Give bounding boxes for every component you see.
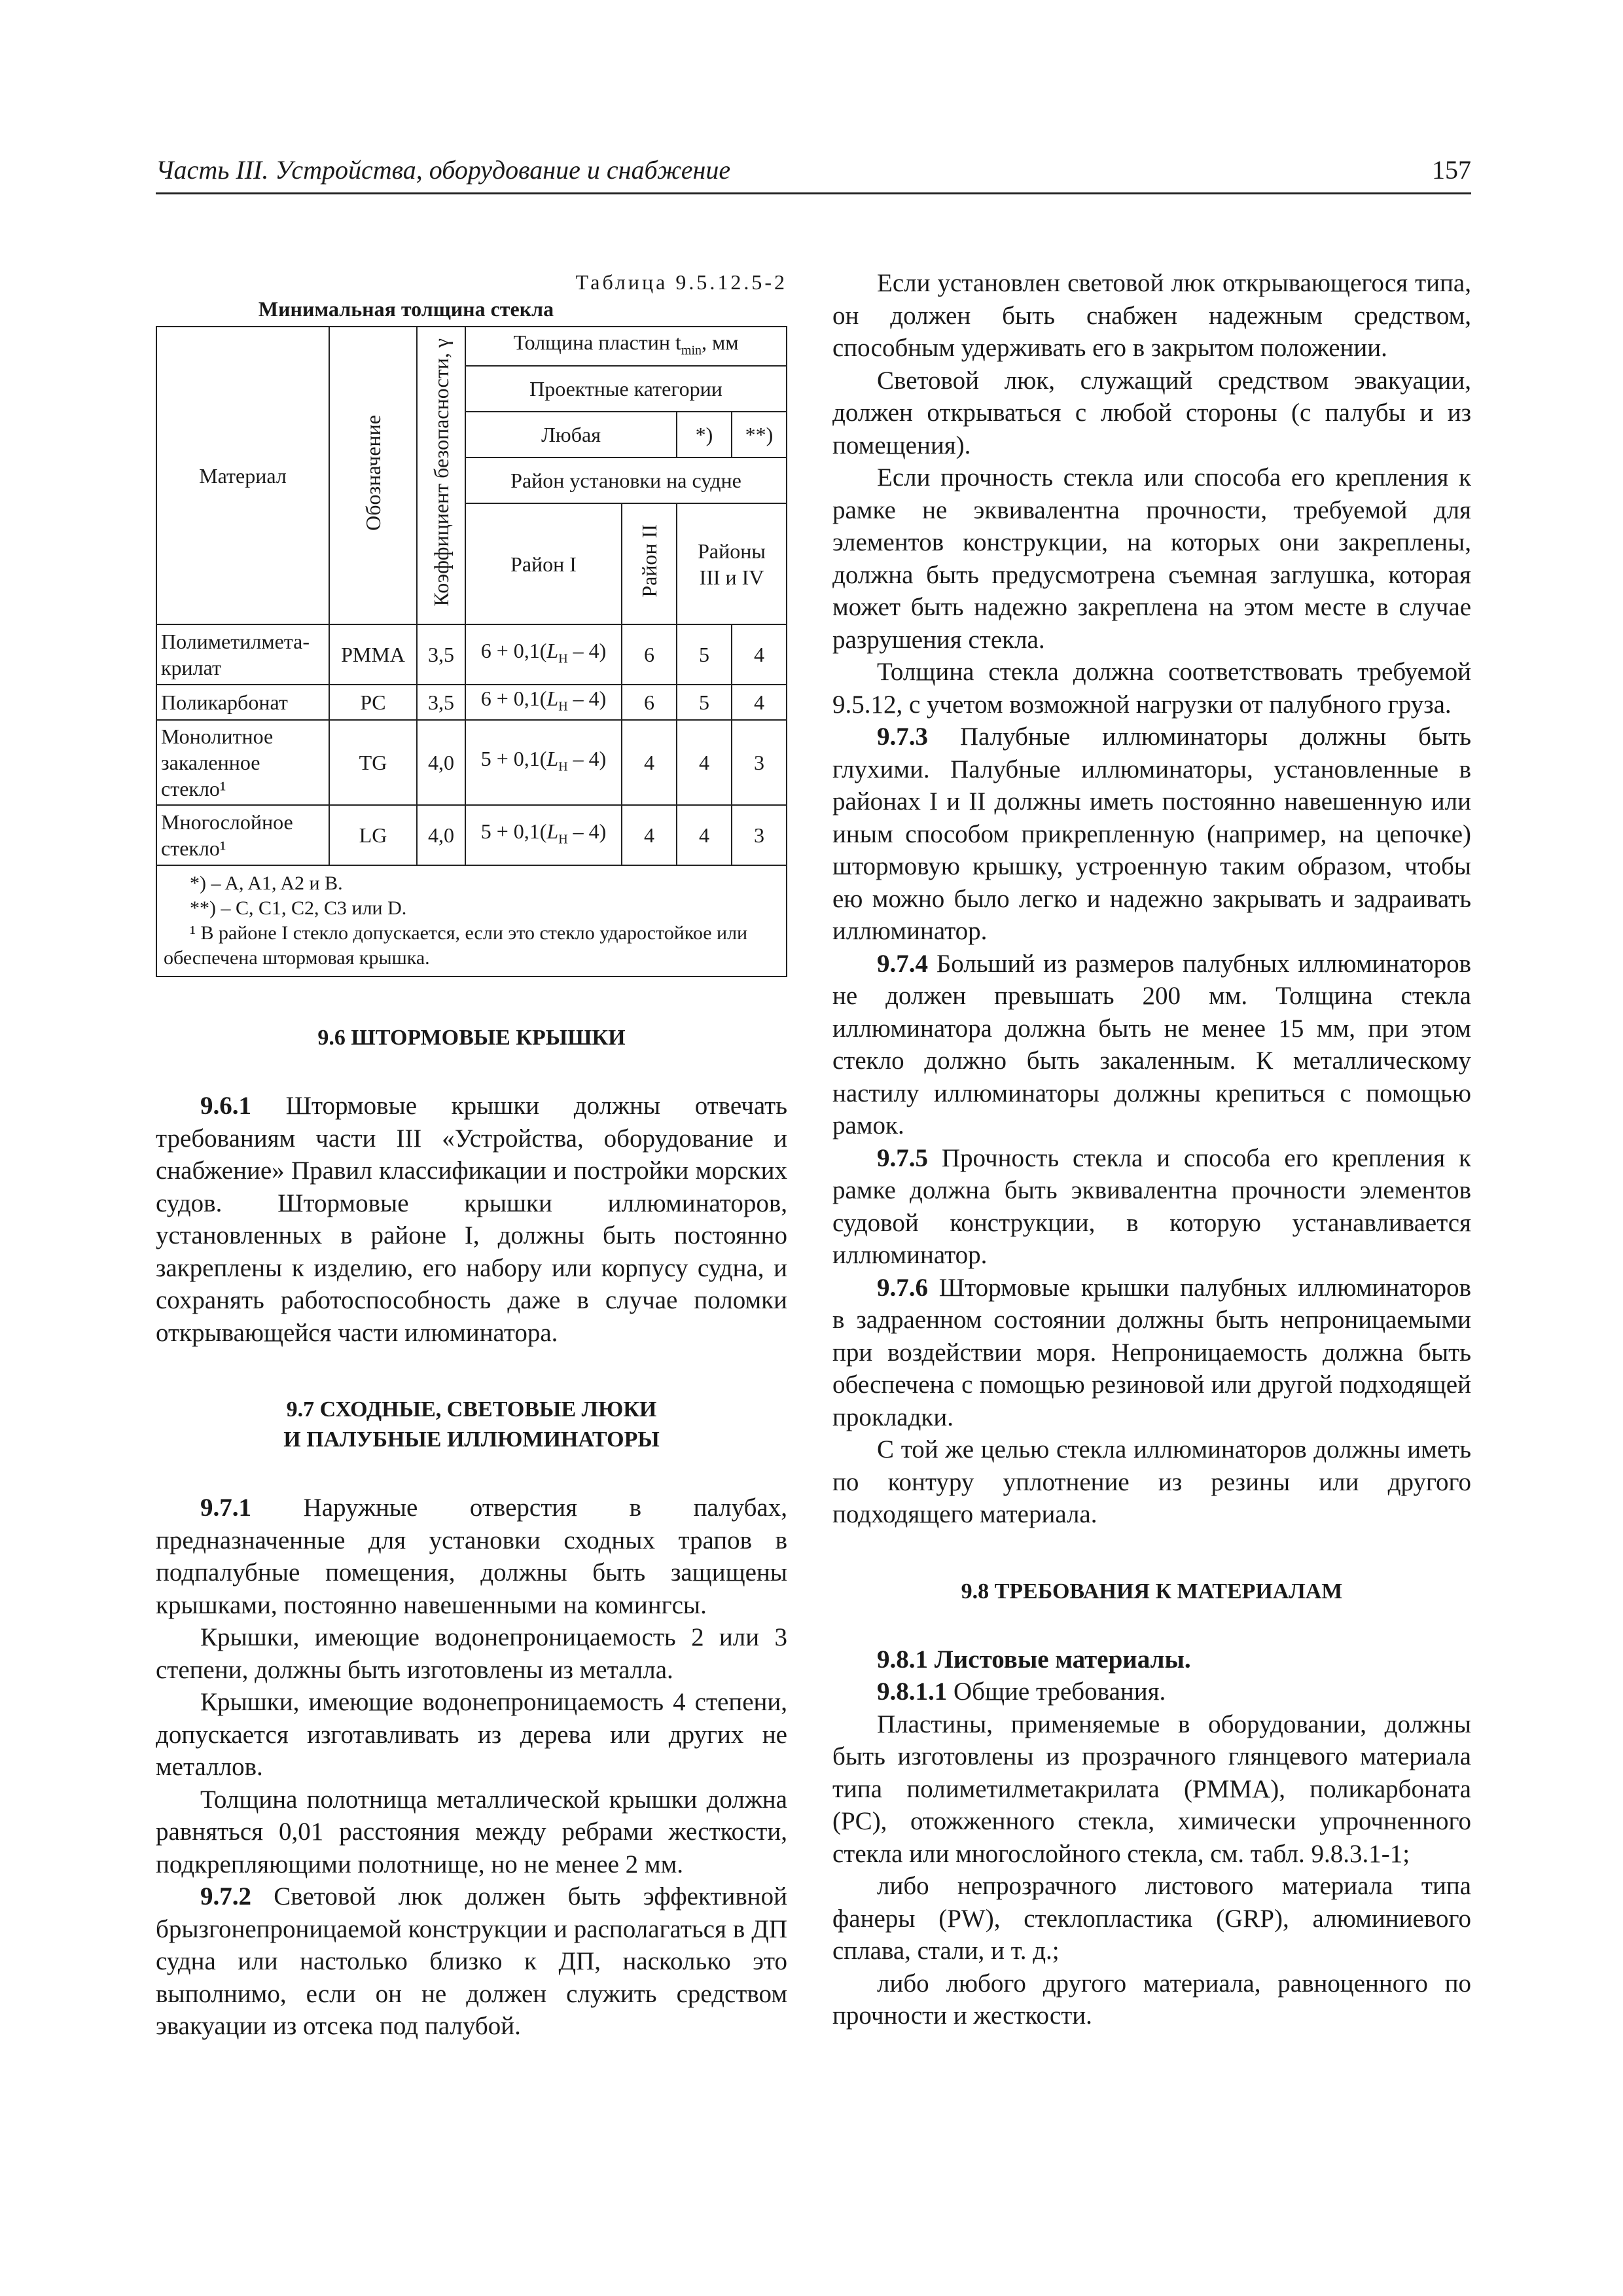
paragraph: либо любого другого материала, равноценного по прочности и жесткости. [832, 1969, 1471, 2030]
table-row: Монолитное закаленное стекло¹ TG 4,0 $5 + 0,1(L_H - 4)$ 4 4 3 [156, 720, 787, 805]
paragraph-9-6-1: 9.6.1 Штормовые крышки должны отвечать требованиям части III «Устройства, оборудование и снабжение» Правил классификации и постройки морских судов. Штормовые крышки иллюминаторов, установленных в районе I, должны быть постоянно закреплены к изделию, его набору или корпусу судна, и сохранять работоспособность даже в случае поломки открывающейся части илюминатора. [156, 1092, 787, 1347]
header-any: Любая [465, 412, 677, 457]
left-column [156, 268, 787, 2043]
paragraph: Крышки, имеющие водонепроницаемость 2 или 3 степени, должны быть изготовлены из металла. [156, 1623, 787, 1684]
glass-thickness-table [156, 326, 787, 977]
header-thickness: Толщина пластин $t_{min}$, мм [465, 327, 787, 366]
paragraph: С той же целью стекла иллюминаторов должны иметь по контуру уплотнение из резины или другого подходящего материала. [832, 1435, 1471, 1528]
paragraph: Пластины, применяемые в оборудовании, должны быть изготовлены из прозрачного глянцевого материала типа полиметилметакрилата (PMMA), поликарбоната (PC), отожженного стекла, химически упрочненного стекла или многослойного стекла, см. табл. 9.8.3.1-1; [832, 1710, 1471, 1868]
paragraph: либо непрозрачного листового материала типа фанеры (PW), стеклопластика (GRP), алюминиевого сплава, стали, и т. д.; [832, 1872, 1471, 1965]
section-9-6-heading: 9.6 ШТОРМОВЫЕ КРЫШКИ [317, 1026, 626, 1050]
paragraph-9-7-1: 9.7.1 Наружные отверстия в палубах, предназначенные для установки сходных трапов в подпалубные помещения, должны быть защищены крышками, постоянно навешенными на комингсы. [156, 1494, 787, 1619]
paragraph-9-7-2: 9.7.2 Световой люк должен быть эффективной брызгонепроницаемой конструкции и располагаться в ДП судна или настолько близко к ДП, насколько это выполнимо, если он не должен служить средством эвакуации из отсека под палубой. [156, 1882, 787, 2041]
paragraph-9-7-3: 9.7.3 Палубные иллюминаторы должны быть глухими. Палубные иллюминаторы, установленные в районах I и II должны иметь постоянно навешенную или иным способом прикрепленную (например, на цепочке) штормовую крышку, устроенную таким образом, чтобы ею можно было легко и надежно закрывать и задраивать иллюминатор. [832, 723, 1471, 945]
paragraph: Если установлен световой люк открывающегося типа, он должен быть снабжен надежным средством, способным удерживать его в закрытом положении. [832, 269, 1471, 362]
header-safety-factor: Коэффициент безопасности, γ [417, 327, 465, 624]
paragraph: Толщина стекла должна соответствовать требуемой 9.5.12, с учетом возможной нагрузки от палубного груза. [832, 658, 1471, 719]
table-notes: *) – A, A1, A2 и B. **) – C, C1, C2, C3 или D. ¹ В районе I стекло допускается, если это стекло ударостойкое или обеспечена штормовая крышка. [156, 865, 787, 977]
table-row: Многослойное стекло¹ LG 4,0 $5 + 0,1(L_H - 4)$ 4 4 3 [156, 805, 787, 865]
paragraph: Крышки, имеющие водонепроницаемость 4 степени, допускается изготавливать из дерева или других не металлов. [156, 1688, 787, 1782]
header-design-categories: Проектные категории [465, 366, 787, 412]
header-material: Материал [156, 327, 329, 624]
paragraph-9-7-5: 9.7.5 Прочность стекла и способа его крепления к рамке должна быть эквивалентна прочности элементов судовой конструкции, в которую устанавливается иллюминатор. [832, 1143, 1471, 1269]
subsection-9-8-1: 9.8.1 Листовые материалы. [877, 1645, 1191, 1674]
right-column [832, 267, 1471, 2032]
header-area2: Район II [622, 503, 677, 624]
paragraph-9-7-4: 9.7.4 Больший из размеров палубных иллюминаторов не должен превышать 200 мм. Толщина стекла иллюминатора должна быть не менее 15 мм, при этом стекло должно быть закаленным. К металлическому настилу иллюминаторы должны крепиться с помощью рамок. [832, 949, 1471, 1139]
page-header [156, 154, 1471, 194]
subsection-9-8-1-1: 9.8.1.1 Общие требования. [877, 1677, 1166, 1706]
header-area34: Районы III и IV [677, 503, 787, 624]
page-number: 157 [1432, 155, 1471, 185]
header-cat1: *) [677, 412, 732, 457]
header-cat2: **) [732, 412, 787, 457]
table-title: Минимальная толщина стекла [258, 297, 554, 321]
paragraph: Если прочность стекла или способа его крепления к рамке не эквивалентна прочности, требуемой для элементов конструкции, на которых они закреплены, должна быть предусмотрена съемная заглушка, которая может быть надежно закреплена на этом месте в случае разрушения стекла. [832, 463, 1471, 654]
paragraph: Толщина полотнища металлической крышки должна равняться 0,01 расстояния между ребрами жесткости, подкрепляющими полотнище, но не менее 2 мм. [156, 1785, 787, 1878]
table-row: Поликарбонат PC 3,5 $6 + 0,1(L_H - 4)$ 6 5 4 [156, 685, 787, 720]
running-title: Часть III. Устройства, оборудование и снабжение [156, 155, 731, 185]
paragraph-9-7-6: 9.7.6 Штормовые крышки палубных иллюминаторов в задраенном состоянии должны быть непроницаемыми при воздействии моря. Непроницаемость должна быть обеспечена с помощью резиновой или другой подходящей прокладки. [832, 1273, 1471, 1431]
section-9-7-heading: 9.7 СХОДНЫЕ, СВЕТОВЫЕ ЛЮКИ И ПАЛУБНЫЕ ИЛЛЮМИНАТОРЫ [283, 1397, 660, 1452]
table-caption: Таблица 9.5.12.5-2 [575, 270, 787, 294]
header-area1: Район I [465, 503, 622, 624]
paragraph: Световой люк, служащий средством эвакуации, должен открываться с любой стороны (с палубы и из помещения). [832, 366, 1471, 459]
table-row: Полиметилмета-крилат PMMA 3,5 $6 + 0,1(L_H - 4)$ 6 5 4 [156, 624, 787, 685]
header-designation: Обозначение [329, 327, 417, 624]
section-9-8-heading: 9.8 ТРЕБОВАНИЯ К МАТЕРИАЛАМ [961, 1579, 1343, 1604]
header-install-area: Район установки на судне [465, 457, 787, 503]
